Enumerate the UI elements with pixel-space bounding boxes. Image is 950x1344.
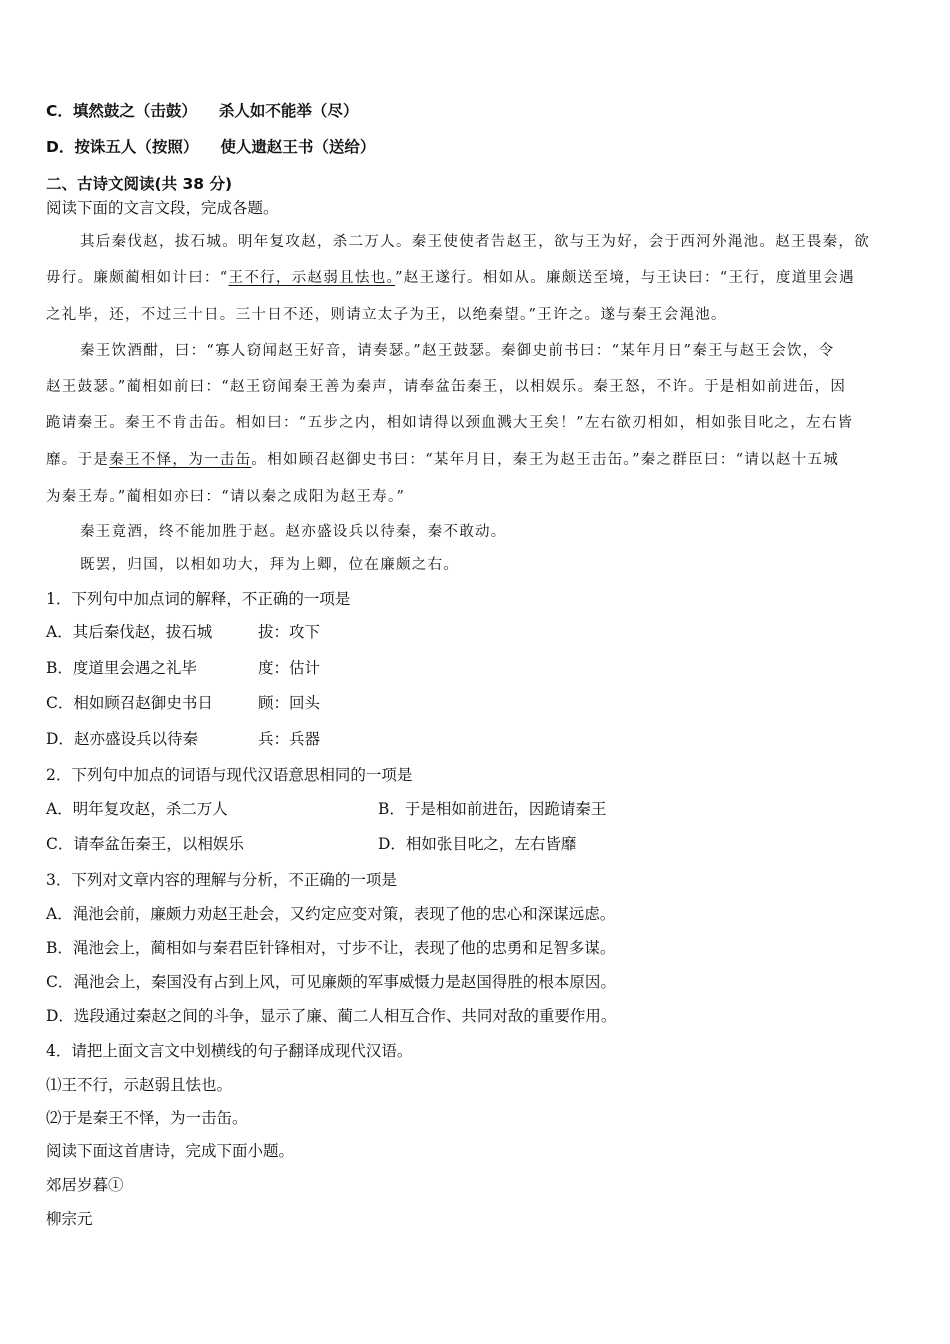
q2-option-a: A．明年复攻赵，杀二万人 — [46, 800, 228, 818]
poem-author: 柳宗元 — [46, 1210, 93, 1228]
q4-sentence-1: ⑴王不行，示赵弱且怯也。 — [46, 1076, 233, 1094]
q4-stem: 4．请把上面文言文中划横线的句子翻译成现代汉语。 — [46, 1042, 413, 1060]
q2-stem: 2．下列句中加点的词语与现代汉语意思相同的一项是 — [46, 766, 413, 784]
q1-option-d: D．赵亦盛设兵以待秦 — [46, 730, 198, 748]
passage-p2-line1: 秦王饮酒酣，曰：“寡人窃闻赵王好音，请奏瑟。”赵王鼓瑟。秦御史前书曰：“某年月日”秦王与赵王会饮，令 — [80, 343, 835, 359]
q1-option-b-gloss: 度：估计 — [258, 659, 321, 677]
option-d-prev: D．按诛五人（按照） 使人遗赵王书（送给） — [46, 138, 376, 156]
passage-p1-line2: 毋行。廉颇蔺相如计曰：“王不行，示赵弱且怯也。”赵王遂行。相如从。廉颇送至境，与王诀曰：“王行，度道里会遇 — [46, 270, 855, 286]
section-intro: 阅读下面的文言文段，完成各题。 — [46, 199, 279, 217]
q1-option-a: A．其后秦伐赵，拔石城 — [46, 623, 213, 641]
underlined-sentence-2: 秦王不怿，为一击缶 — [109, 452, 252, 468]
q1-option-c: C．相如顾召赵御史书日 — [46, 694, 213, 712]
q2-option-d: D．相如张目叱之，左右皆靡 — [378, 835, 577, 853]
q1-stem: 1．下列句中加点词的解释，不正确的一项是 — [46, 590, 351, 608]
section-heading: 二、古诗文阅读(共 38 分) — [46, 175, 233, 193]
passage-p1-line1: 其后秦伐赵，拔石城。明年复攻赵，杀二万人。秦王使使者告赵王，欲与王为好，会于西河外渑池。赵王畏秦，欲 — [80, 234, 870, 250]
passage-p2-line5: 为秦王寿。”蔺相如亦曰：“请以秦之成阳为赵王寿。” — [46, 489, 406, 505]
passage-p1-line3: 之礼毕，还，不过三十日。三十日不还，则请立太子为王，以绝秦望。”王许之。遂与秦王会渑池。 — [46, 307, 727, 323]
poem-title: 郊居岁暮① — [46, 1176, 124, 1194]
q1-option-b: B．度道里会遇之礼毕 — [46, 659, 197, 677]
passage-p4: 既罢，归国，以相如功大，拜为上卿，位在廉颇之右。 — [80, 557, 460, 573]
poem-intro: 阅读下面这首唐诗，完成下面小题。 — [46, 1142, 295, 1160]
option-c-prev: C．填然鼓之（击鼓） 杀人如不能举（尽） — [46, 102, 359, 120]
q3-option-c: C．渑池会上，秦国没有占到上风，可见廉颇的军事威慑力是赵国得胜的根本原因。 — [46, 973, 616, 991]
q3-option-b: B．渑池会上，蔺相如与秦君臣针锋相对，寸步不让，表现了他的忠勇和足智多谋。 — [46, 939, 616, 957]
q1-option-d-gloss: 兵：兵器 — [258, 730, 321, 748]
underlined-sentence-1: 王不行，示赵弱且怯也。 — [228, 270, 396, 286]
passage-p3: 秦王竟酒，终不能加胜于赵。赵亦盛设兵以待秦，秦不敢动。 — [80, 524, 507, 540]
q3-option-a: A．渑池会前，廉颇力劝赵王赴会，又约定应变对策，表现了他的忠心和深谋远虑。 — [46, 905, 616, 923]
q1-option-c-gloss: 顾：回头 — [258, 694, 321, 712]
q3-option-d: D．选段通过秦赵之间的斗争，显示了廉、蔺二人相互合作、共同对敌的重要作用。 — [46, 1007, 617, 1025]
q2-option-c: C．请奉盆缶秦王，以相娱乐 — [46, 835, 244, 853]
q4-sentence-2: ⑵于是秦王不怿，为一击缶。 — [46, 1109, 248, 1127]
q1-option-a-gloss: 拔：攻下 — [258, 623, 321, 641]
q3-stem: 3．下列对文章内容的理解与分析，不正确的一项是 — [46, 871, 397, 889]
passage-p2-line4: 靡。于是秦王不怿，为一击缶。相如顾召赵御史书曰：“某年月日，秦王为赵王击缶。”秦之群臣曰：“请以赵十五城 — [46, 452, 840, 468]
passage-p2-line2: 赵王鼓瑟。”蔺相如前曰：“赵王窃闻秦王善为秦声，请奉盆缶秦王，以相娱乐。秦王怒，不许。于是相如前进缶，因 — [46, 379, 847, 395]
q2-option-b: B．于是相如前进缶，因跪请秦王 — [378, 800, 607, 818]
passage-p2-line3: 跪请秦王。秦王不肯击缶。相如曰：“五步之内，相如请得以颈血溅大王矣！”左右欲刃相如，相如张目叱之，左右皆 — [46, 415, 854, 431]
